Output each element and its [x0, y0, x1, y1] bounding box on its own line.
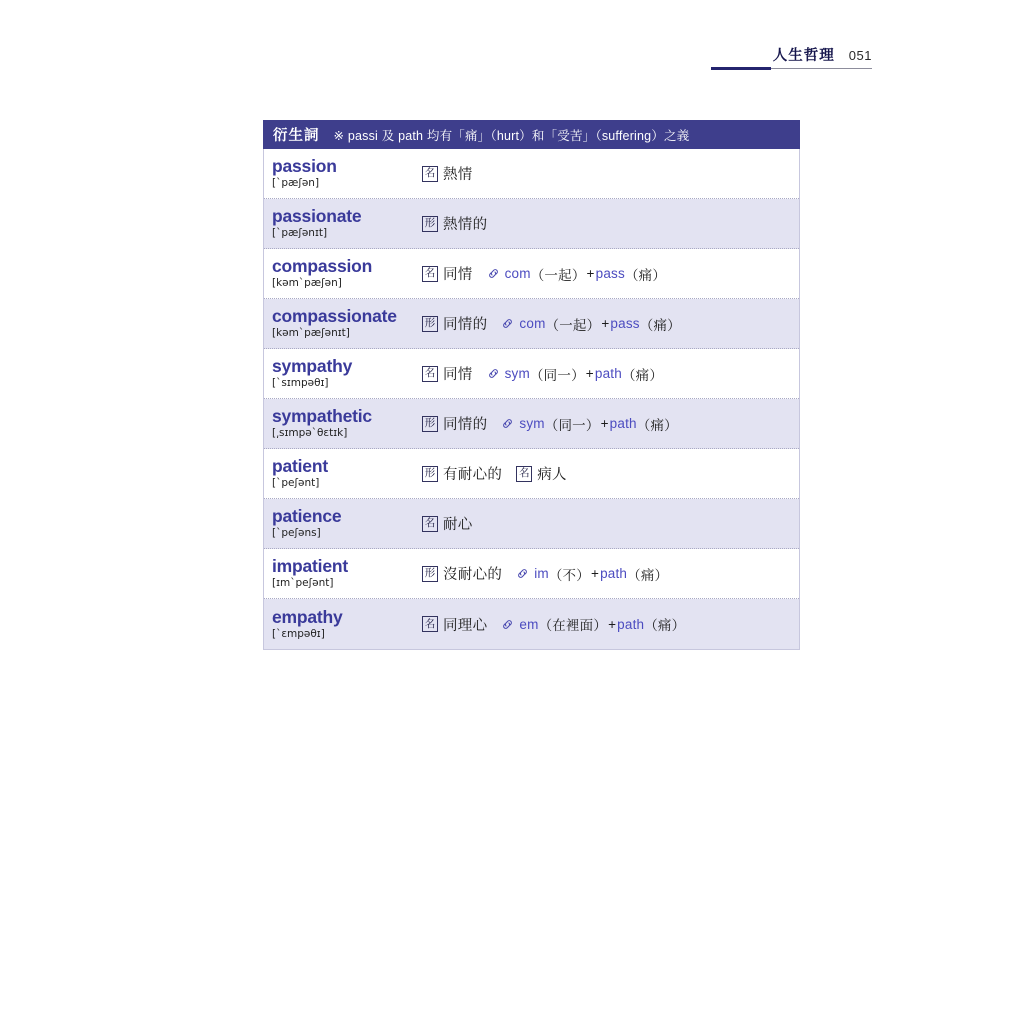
pronunciation: [ˋpæʃənɪt]: [272, 227, 328, 240]
word-cell: [264, 400, 422, 447]
morpheme: path: [617, 616, 645, 632]
morpheme-gloss: （痛）: [636, 417, 678, 433]
part-of-speech-badge: 名: [516, 466, 532, 482]
morpheme-gloss: （痛）: [644, 618, 686, 633]
meaning-text: 同情的: [443, 317, 488, 333]
plus-separator: +: [608, 616, 617, 632]
table-banner-note: ※ passi 及 path 均有「痛」（hurt）和「受苦」（suffering）之義: [333, 128, 690, 143]
morpheme: path: [600, 566, 628, 581]
morpheme: com: [519, 316, 546, 331]
morpheme-gloss: （痛）: [621, 367, 664, 383]
sense: [422, 363, 473, 384]
table-row: [264, 149, 799, 199]
word-cell: [264, 250, 422, 297]
definition-cell: [422, 307, 799, 340]
meaning-text: 同情: [443, 367, 473, 383]
morpheme-gloss: （痛）: [627, 567, 669, 583]
word-cell: [264, 500, 422, 547]
sense: [422, 263, 473, 284]
headword: sympathy: [272, 356, 353, 377]
chapter-title: 人生哲理: [772, 48, 835, 64]
meaning-text: 有耐心的: [443, 467, 503, 483]
morpheme-breakdown: [487, 364, 663, 384]
word-cell: [264, 200, 422, 247]
part-of-speech-badge: 名: [422, 266, 438, 282]
morpheme-gloss: （一起）: [530, 267, 586, 283]
table-row: [264, 599, 799, 649]
morpheme-breakdown: [501, 314, 680, 334]
page-number: 051: [848, 48, 872, 63]
definition-cell: [422, 157, 799, 190]
morpheme-gloss: （同一）: [529, 367, 585, 383]
sense: [422, 213, 487, 234]
plus-separator: +: [590, 566, 600, 581]
morpheme-breakdown: [487, 264, 666, 284]
meaning-text: 病人: [537, 467, 567, 483]
pronunciation: [ˋpeʃəns]: [272, 527, 321, 540]
headword: patient: [272, 456, 328, 477]
morpheme-breakdown: [501, 614, 685, 634]
definition-cell: [422, 257, 799, 290]
headword: passionate: [272, 206, 362, 227]
word-cell: [264, 450, 422, 497]
meaning-text: 同理心: [443, 617, 488, 634]
meaning-text: 熱情的: [443, 217, 488, 233]
link-icon: [501, 417, 514, 430]
sense: [422, 463, 502, 484]
table-row: [264, 349, 799, 399]
morpheme: pass: [595, 266, 625, 281]
derivatives-table: [263, 120, 800, 650]
word-cell: [264, 350, 422, 397]
sense: [422, 313, 487, 334]
pronunciation: [͵sɪmpəˋθɛtɪk]: [272, 427, 348, 440]
word-cell: [264, 601, 422, 648]
headword: passion: [272, 156, 337, 177]
morpheme: im: [534, 566, 549, 581]
table-row: [264, 499, 799, 549]
morpheme-gloss: （痛）: [624, 267, 667, 283]
morpheme: pass: [610, 316, 640, 331]
part-of-speech-badge: 名: [422, 616, 438, 632]
table-row: [264, 399, 799, 449]
definition-cell: [422, 207, 799, 240]
table-row: [264, 199, 799, 249]
table-row: [264, 549, 799, 599]
morpheme: sym: [504, 366, 530, 381]
meaning-text: 熱情: [443, 167, 473, 183]
meaning-text: 耐心: [443, 517, 473, 533]
header-rule-accent: [711, 67, 771, 70]
pronunciation: [ˋsɪmpəθɪ]: [272, 377, 329, 390]
definition-cell: [422, 608, 799, 641]
morpheme-gloss: （在裡面）: [538, 618, 608, 633]
part-of-speech-badge: 形: [422, 416, 438, 432]
headword: sympathetic: [272, 406, 372, 427]
definition-cell: [422, 557, 799, 590]
morpheme: path: [594, 366, 622, 381]
part-of-speech-badge: 形: [422, 566, 438, 582]
table-row: [264, 299, 799, 349]
pronunciation: [kəmˋpæʃən]: [272, 277, 342, 290]
sense: [422, 413, 487, 434]
meaning-text: 同情: [443, 267, 473, 283]
headword: compassion: [272, 256, 373, 277]
table-banner: [263, 120, 800, 149]
sense: [422, 163, 473, 184]
table-banner-label: 衍生詞: [273, 128, 320, 144]
morpheme: path: [609, 416, 637, 431]
headword: impatient: [272, 556, 348, 577]
morpheme-breakdown: [501, 414, 677, 434]
definition-cell: [422, 457, 799, 490]
part-of-speech-badge: 形: [422, 316, 438, 332]
morpheme-gloss: （一起）: [545, 317, 601, 333]
pronunciation: [kəmˋpæʃənɪt]: [272, 327, 350, 340]
morpheme: em: [519, 616, 539, 632]
morpheme: sym: [519, 416, 545, 431]
word-cell: [264, 550, 422, 597]
word-cell: [264, 300, 422, 347]
sense: [422, 563, 502, 584]
morpheme: com: [504, 266, 531, 281]
plus-separator: +: [586, 266, 595, 281]
headword: empathy: [272, 606, 343, 627]
morpheme-gloss: （不）: [548, 567, 590, 583]
link-icon: [487, 267, 500, 280]
pronunciation: [ɪmˋpeʃənt]: [272, 577, 334, 590]
part-of-speech-badge: 形: [422, 466, 438, 482]
link-icon: [516, 567, 529, 580]
part-of-speech-badge: 名: [422, 366, 438, 382]
word-cell: [264, 150, 422, 197]
table-row: [264, 449, 799, 499]
morpheme-breakdown: [516, 564, 668, 584]
link-icon: [501, 618, 514, 631]
pronunciation: [ˋɛmpəθɪ]: [272, 627, 325, 640]
morpheme-gloss: （同一）: [544, 417, 600, 433]
definition-cell: [422, 357, 799, 390]
pronunciation: [ˋpæʃən]: [272, 177, 320, 190]
running-header: [732, 44, 872, 69]
plus-separator: +: [600, 416, 609, 431]
table-body: [263, 149, 800, 650]
plus-separator: +: [585, 366, 594, 381]
part-of-speech-badge: 名: [422, 166, 438, 182]
plus-separator: +: [601, 316, 610, 331]
link-icon: [487, 367, 500, 380]
meaning-text: 沒耐心的: [443, 567, 503, 583]
definition-cell: [422, 407, 799, 440]
sense: [516, 463, 567, 484]
morpheme-gloss: （痛）: [639, 317, 681, 333]
part-of-speech-badge: 形: [422, 216, 438, 232]
headword: patience: [272, 506, 342, 527]
link-icon: [501, 317, 514, 330]
table-row: [264, 249, 799, 299]
meaning-text: 同情的: [443, 417, 488, 433]
part-of-speech-badge: 名: [422, 516, 438, 532]
sense: [422, 614, 487, 635]
pronunciation: [ˋpeʃənt]: [272, 477, 320, 490]
sense: [422, 513, 473, 534]
definition-cell: [422, 507, 799, 540]
headword: compassionate: [272, 306, 397, 327]
